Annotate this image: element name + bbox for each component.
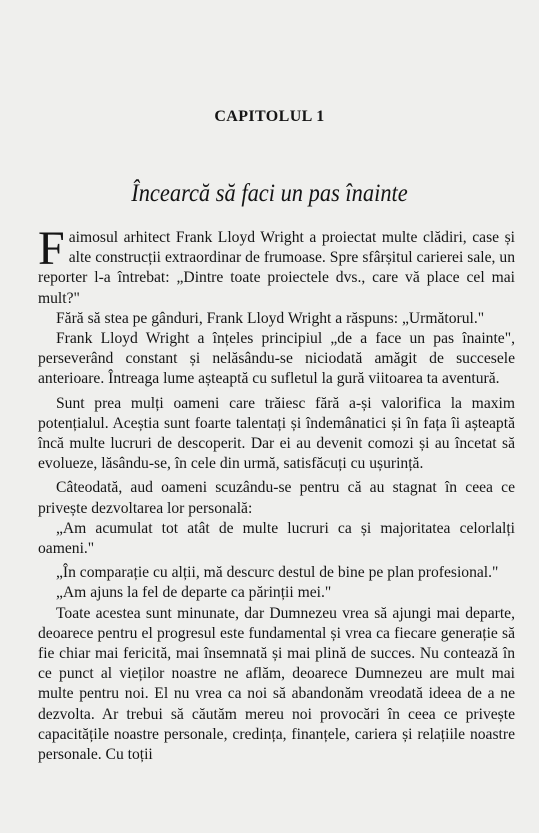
chapter-title: Încearcă să faci un pas înainte [131, 178, 408, 207]
chapter-body [38, 222, 515, 765]
paragraph: Câteodată, aud oameni scuzându-se pentru că au stagnat în ceea ce privește dezvoltarea lor personală: [38, 479, 515, 517]
quote-line: „Am ajuns la fel de departe ca părinții mei." [56, 584, 332, 602]
paragraph: Fără să stea pe gânduri, Frank Lloyd Wright a răspuns: „Următorul." [56, 309, 485, 327]
paragraph: Frank Lloyd Wright a înțeles principiul „de a face un pas înainte", perseverând constant și nelăsându-se niciodată amăgit de succesele anterioare. Întreaga lume așteaptă cu sufletul la gură viitoarea ta aventură. [38, 330, 515, 388]
drop-cap: F [38, 222, 65, 275]
quote-line: „În comparație cu alții, mă descurc destul de bine pe plan profesional." [56, 564, 499, 582]
chapter-heading: CAPITOLUL 1 [214, 108, 325, 125]
quote-line: „Am acumulat tot atât de multe lucruri ca și majoritatea celorlalți oameni." [38, 519, 515, 558]
paragraph-1-text: aimosul arhitect Frank Lloyd Wright a proiectat multe clădiri, case și alte construcții extraordinar de frumoase. Spre sfârșitul carierei sale, un reporter l-a întrebat: „Dintre toate proiectele dvs., care vă place cel mai mult?" [38, 229, 515, 307]
paragraph: Sunt prea mulți oameni care trăiesc fără a-și valorifica la maxim potențialul. Aceștia sunt foarte talentați și îndemânatici și în fața îi așteaptă încă multe lucruri de descoperit. Dar ei au devenit comozi și au încetat să evolueze, lăsându-se, în cele din urmă, satisfăcuți cu ușurință. [38, 394, 515, 473]
paragraph-1 [38, 222, 515, 309]
paragraph: Toate acestea sunt minunate, dar Dumnezeu vrea să ajungi mai departe, deoarece pentru el progresul este fundamental și vrea ca fiecare generație să fie chiar mai fericită, mai însemnată și mai plină de succes. Nu contează în ce punct al vieților noastre ne aflăm, deoarece Dumnezeu are mult mai multe pentru noi. El nu vrea ca noi să abandonăm vreodată ideea de a ne dezvolta. Ar trebui să căutăm mereu noi provocări în ceea ce privește capacitățile noastre personale, credința, finanțele, cariera și relațiile noastre personale. Cu toții [38, 604, 515, 764]
